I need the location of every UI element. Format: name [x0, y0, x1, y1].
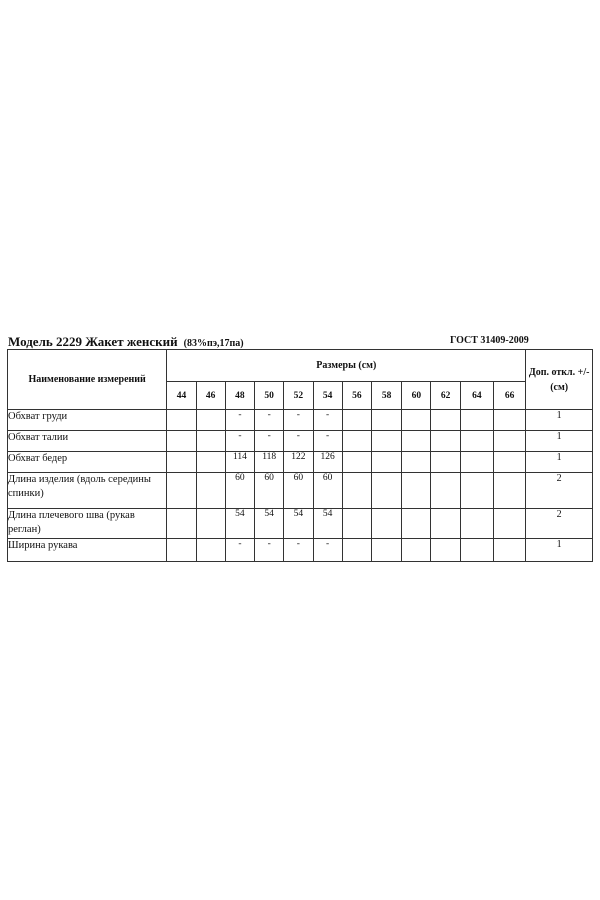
value-cell — [167, 539, 196, 562]
value-cell — [460, 452, 493, 473]
value-cell: - — [225, 410, 254, 431]
measurement-label: Обхват бедер — [8, 452, 167, 473]
value-cell — [167, 473, 196, 509]
value-cell — [402, 473, 431, 509]
value-cell: - — [255, 431, 284, 452]
tolerance-cell: 1 — [526, 452, 593, 473]
value-cell: 118 — [255, 452, 284, 473]
value-cell: 122 — [284, 452, 313, 473]
size-header-cell: 50 — [255, 382, 284, 410]
measurement-label: Ширина рукава — [8, 539, 167, 562]
value-cell: 60 — [255, 473, 284, 509]
value-cell — [431, 509, 460, 539]
value-cell — [460, 410, 493, 431]
measurement-name-header: Наименование измерений — [8, 350, 167, 410]
measurement-label: Длина изделия (вдоль середины спинки) — [8, 473, 167, 509]
value-cell — [342, 539, 371, 562]
value-cell — [402, 509, 431, 539]
value-cell — [493, 539, 525, 562]
size-chart-table — [7, 349, 593, 562]
tolerance-cell: 1 — [526, 431, 593, 452]
value-cell — [460, 539, 493, 562]
value-cell — [196, 431, 225, 452]
size-header-cell: 52 — [284, 382, 313, 410]
table-row — [8, 473, 593, 509]
value-cell — [167, 410, 196, 431]
value-cell — [167, 431, 196, 452]
model-title — [8, 334, 244, 350]
size-header-cell: 66 — [493, 382, 525, 410]
value-cell: 54 — [255, 509, 284, 539]
value-cell — [431, 473, 460, 509]
value-cell — [196, 473, 225, 509]
fabric-composition: (83%пэ,17па) — [183, 338, 244, 349]
measurement-label: Обхват груди — [8, 410, 167, 431]
tolerance-cell: 2 — [526, 509, 593, 539]
value-cell: 60 — [225, 473, 254, 509]
size-header-cell: 56 — [342, 382, 371, 410]
tolerance-cell: 1 — [526, 410, 593, 431]
value-cell — [460, 509, 493, 539]
value-cell: - — [313, 431, 342, 452]
value-cell — [196, 539, 225, 562]
measurement-label: Длина плечевого шва (рукав реглан) — [8, 509, 167, 539]
value-cell — [167, 509, 196, 539]
value-cell: 54 — [284, 509, 313, 539]
value-cell — [493, 410, 525, 431]
value-cell: - — [225, 431, 254, 452]
size-header-cell: 44 — [167, 382, 196, 410]
value-cell — [196, 509, 225, 539]
document-title-line — [8, 334, 592, 350]
table-row — [8, 539, 593, 562]
value-cell — [431, 431, 460, 452]
measurement-label: Обхват талии — [8, 431, 167, 452]
value-cell — [342, 410, 371, 431]
value-cell: - — [255, 539, 284, 562]
sizes-header: Размеры (см) — [167, 350, 526, 382]
value-cell — [342, 509, 371, 539]
value-cell — [342, 431, 371, 452]
size-header-cell: 58 — [371, 382, 401, 410]
size-header-cell: 48 — [225, 382, 254, 410]
value-cell: - — [284, 539, 313, 562]
value-cell — [460, 431, 493, 452]
value-cell: - — [255, 410, 284, 431]
value-cell: 114 — [225, 452, 254, 473]
value-cell — [493, 452, 525, 473]
size-header-cell: 64 — [460, 382, 493, 410]
value-cell — [493, 431, 525, 452]
model-name: Модель 2229 Жакет женский — [8, 334, 178, 349]
value-cell — [402, 452, 431, 473]
value-cell: - — [313, 539, 342, 562]
value-cell: 126 — [313, 452, 342, 473]
table-row — [8, 509, 593, 539]
value-cell: 60 — [284, 473, 313, 509]
table-row — [8, 410, 593, 431]
value-cell: - — [225, 539, 254, 562]
value-cell — [371, 539, 401, 562]
size-header-cell: 60 — [402, 382, 431, 410]
tolerance-cell: 1 — [526, 539, 593, 562]
value-cell: 54 — [225, 509, 254, 539]
value-cell: - — [284, 431, 313, 452]
value-cell — [371, 452, 401, 473]
value-cell — [371, 431, 401, 452]
value-cell — [371, 473, 401, 509]
value-cell — [371, 509, 401, 539]
value-cell — [493, 509, 525, 539]
value-cell — [342, 473, 371, 509]
value-cell: 60 — [313, 473, 342, 509]
value-cell — [431, 452, 460, 473]
tolerance-header: Доп. откл. +/- (см) — [526, 350, 593, 410]
size-header-cell: 62 — [431, 382, 460, 410]
size-header-cell: 54 — [313, 382, 342, 410]
value-cell — [460, 473, 493, 509]
value-cell: - — [313, 410, 342, 431]
table-row — [8, 431, 593, 452]
header-row — [8, 350, 593, 382]
value-cell — [402, 410, 431, 431]
value-cell — [196, 410, 225, 431]
value-cell — [402, 431, 431, 452]
value-cell — [431, 410, 460, 431]
value-cell: - — [284, 410, 313, 431]
size-chart-body — [8, 350, 593, 562]
table-row — [8, 452, 593, 473]
value-cell: 54 — [313, 509, 342, 539]
value-cell — [196, 452, 225, 473]
value-cell — [493, 473, 525, 509]
value-cell — [167, 452, 196, 473]
tolerance-cell: 2 — [526, 473, 593, 509]
standard-code: ГОСТ 31409-2009 — [450, 335, 529, 346]
value-cell — [371, 410, 401, 431]
value-cell — [402, 539, 431, 562]
value-cell — [431, 539, 460, 562]
value-cell — [342, 452, 371, 473]
size-header-cell: 46 — [196, 382, 225, 410]
